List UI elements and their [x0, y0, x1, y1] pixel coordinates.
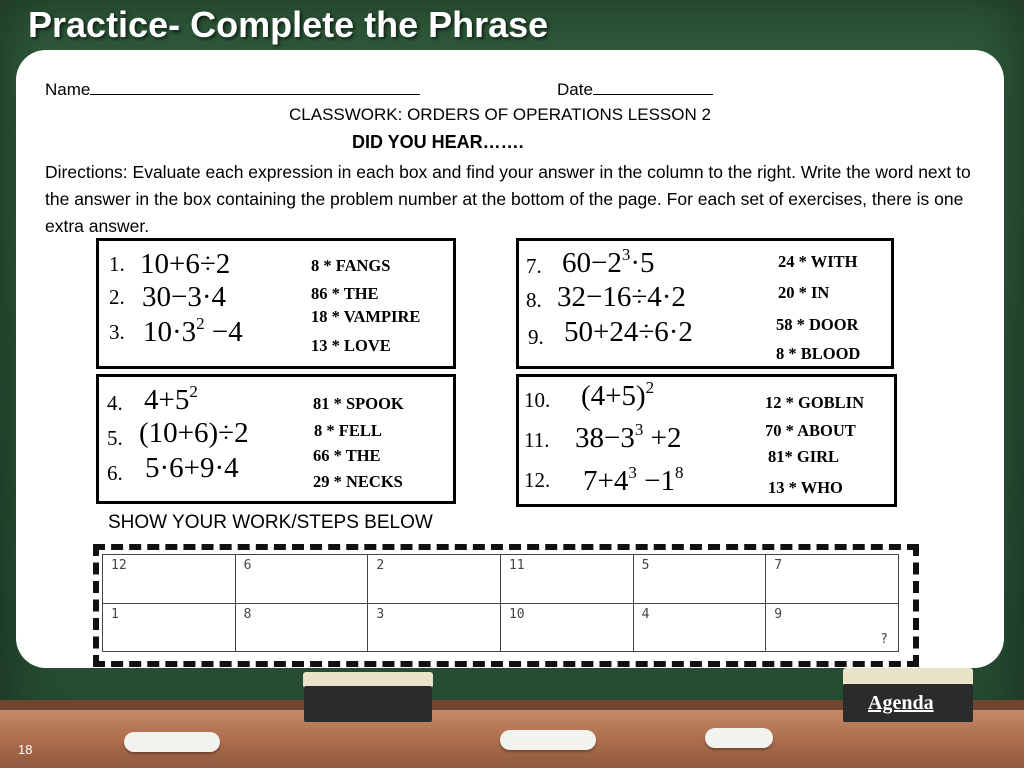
expression: 5·6+9·4: [145, 452, 239, 484]
worksheet-heading: DID YOU HEAR…….: [352, 132, 524, 152]
problem-number: 10.: [524, 388, 551, 412]
eraser-left: [304, 686, 432, 722]
answer-choice: 8 * FANGS: [311, 256, 391, 275]
answer-choice: 8 * FELL: [314, 421, 382, 440]
grid-cell[interactable]: 12: [103, 555, 236, 604]
problem-number: 6.: [107, 461, 123, 485]
agenda-link[interactable]: Agenda: [868, 692, 934, 714]
answer-choice: 29 * NECKS: [313, 472, 403, 491]
answer-choice: 8 * BLOOD: [776, 344, 861, 363]
worksheet-subtitle: CLASSWORK: ORDERS OF OPERATIONS LESSON 2: [289, 105, 711, 124]
answer-choice: 13 * WHO: [768, 478, 843, 497]
grid-cell[interactable]: 3: [368, 603, 501, 652]
problem-number: 1.: [109, 252, 125, 276]
chalk-stick: [705, 728, 773, 748]
problem-number: 7.: [526, 254, 542, 278]
grid-cell[interactable]: 1: [103, 603, 236, 652]
grid-cell-label: 9: [774, 606, 783, 622]
problem-number: 11.: [524, 428, 550, 452]
grid-cell[interactable]: 2: [368, 555, 501, 604]
grid-cell-last[interactable]: [766, 603, 899, 652]
chalk-stick: [500, 730, 596, 750]
problem-number: 3.: [109, 320, 125, 344]
expression: $(4+5)^2$: [581, 378, 655, 412]
directions-text: Directions: Evaluate each expression in each box and find your answer in the column to the right. Write the word next to the answer in the box containing the problem number at the bottom of the page. For each set of exercises, there is one extra answer.: [45, 162, 971, 236]
grid-cell[interactable]: 8: [235, 603, 368, 652]
answer-choice: 18 * VAMPIRE: [311, 307, 421, 326]
grid-cell[interactable]: 6: [235, 555, 368, 604]
date-line: [557, 78, 713, 100]
expression: $60-2^3\cdot 5$: [562, 245, 655, 279]
expression: $4+5^2$: [144, 382, 198, 416]
grid-cell[interactable]: 10: [500, 603, 633, 652]
chalk-stick: [124, 732, 220, 752]
answer-choice: 24 * WITH: [778, 252, 858, 271]
expression: 10+6÷2: [140, 248, 231, 280]
expression: 32−16÷4·2: [557, 281, 686, 313]
problem-number: 2.: [109, 285, 125, 309]
grid-cell[interactable]: 4: [633, 603, 766, 652]
expression: $38-3^3 +2$: [575, 420, 682, 454]
expression: 50+24÷6·2: [564, 316, 693, 348]
expression: 30−3·4: [142, 281, 227, 313]
slide-number: 18: [18, 742, 33, 757]
date-label: Date: [557, 80, 593, 99]
answer-choice: 81* GIRL: [768, 447, 840, 466]
slide-title: Practice- Complete the Phrase: [28, 4, 549, 45]
table-row: [103, 555, 899, 604]
corner-question-mark: ?: [880, 632, 888, 647]
show-work-label: SHOW YOUR WORK/STEPS BELOW: [108, 512, 433, 533]
table-row: [103, 603, 899, 652]
problem-number: 8.: [526, 288, 542, 312]
answer-choice: 81 * SPOOK: [313, 394, 404, 413]
answer-choice: 70 * ABOUT: [765, 421, 856, 440]
expression: $10\cdot 3^2 -4$: [143, 314, 243, 348]
name-line: [45, 78, 420, 100]
answer-choice: 58 * DOOR: [776, 315, 859, 334]
answer-choice: 86 * THE: [311, 284, 379, 303]
date-blank[interactable]: [593, 78, 713, 95]
problem-number: 5.: [107, 426, 123, 450]
grid-cell[interactable]: 11: [500, 555, 633, 604]
answer-choice: 20 * IN: [778, 283, 830, 302]
name-blank[interactable]: [90, 78, 420, 95]
answer-choice: 13 * LOVE: [311, 336, 391, 355]
problem-number: 12.: [524, 468, 551, 492]
expression: $7+4^3 -1^8$: [583, 463, 684, 497]
grid-cell[interactable]: 5: [633, 555, 766, 604]
expression: (10+6)÷2: [139, 417, 249, 449]
problem-number: 4.: [107, 391, 123, 415]
answer-choice: 12 * GOBLIN: [765, 393, 865, 412]
grid-cell[interactable]: 7: [766, 555, 899, 604]
answer-grid: [102, 554, 899, 652]
name-label: Name: [45, 80, 91, 99]
answer-choice: 66 * THE: [313, 446, 381, 465]
problem-number: 9.: [528, 325, 544, 349]
